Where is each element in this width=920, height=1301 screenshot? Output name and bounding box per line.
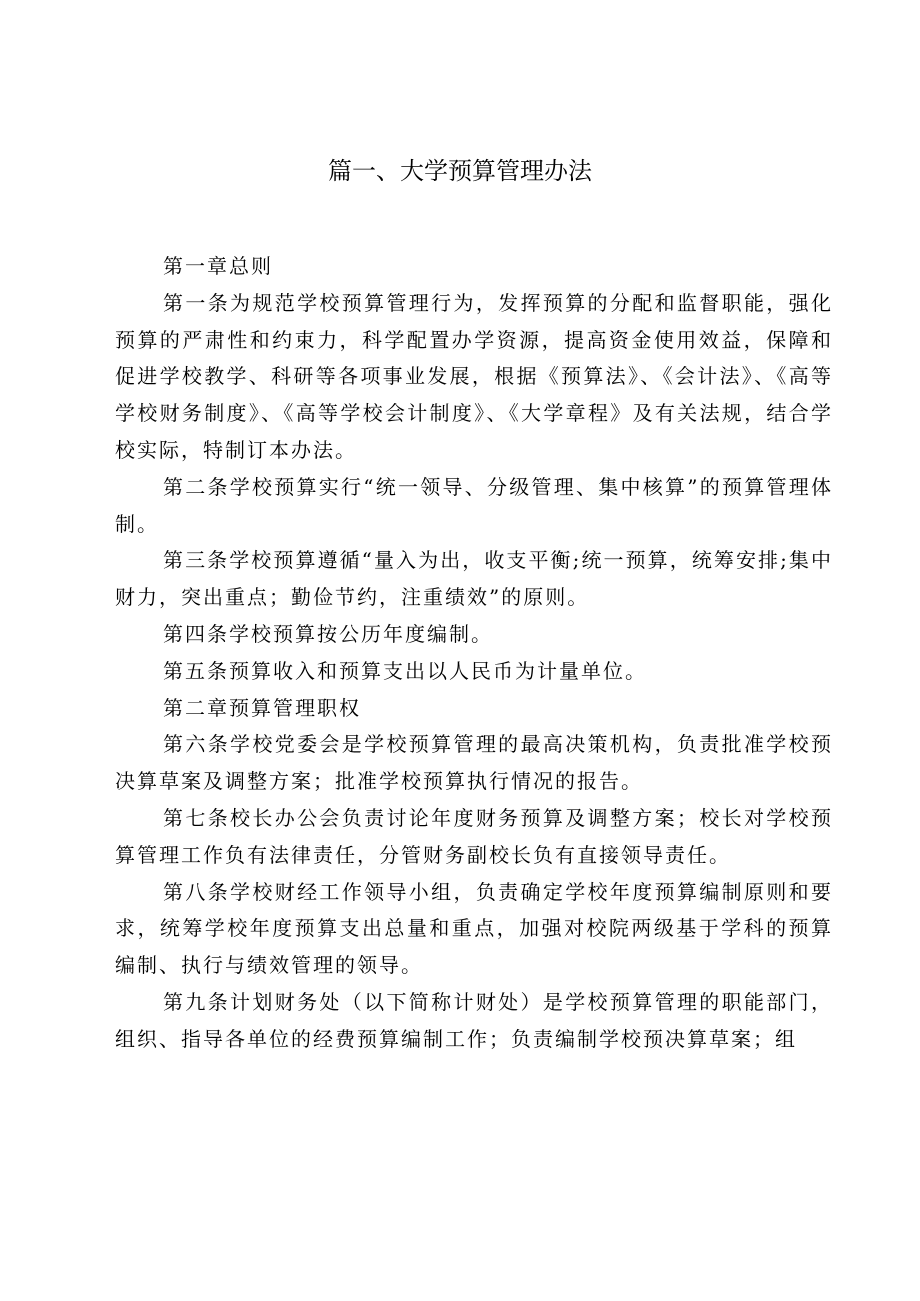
article-paragraph: 第四条学校预算按公历年度编制。 — [163, 621, 493, 646]
article-paragraph: 第七条校长办公会负责讨论年度财务预算及调整方案；校长对学校预算管理工作负有法律责任，分管财务副校长负有直接领导责任。 — [115, 805, 833, 867]
article-paragraph: 第九条计划财务处（以下简称计财处）是学校预算管理的职能部门，组织、指导各单位的经费预算编制工作；负责编制学校预决算草案；组 — [115, 989, 833, 1051]
article-paragraph: 第八条学校财经工作领导小组，负责确定学校年度预算编制原则和要求，统筹学校年度预算支出总量和重点，加强对校院两级基于学科的预算编制、执行与绩效管理的领导。 — [115, 879, 833, 978]
article-paragraph: 第一条为规范学校预算管理行为，发挥预算的分配和监督职能，强化预算的严肃性和约束力，科学配置办学资源，提高资金使用效益，保障和促进学校教学、科研等各项事业发展，根据《预算法》、《会计法》、《高等学校财务制度》、《高等学校会计制度》、《大学章程》及有关法规，结合学校实际，特制订本办法。 — [115, 290, 833, 462]
article-paragraph: 第二条学校预算实行“统一领导、分级管理、集中核算”的预算管理体制。 — [115, 474, 833, 536]
chapter-heading: 第一章总则 — [163, 254, 273, 278]
article-paragraph: 第五条预算收入和预算支出以人民币为计量单位。 — [163, 658, 647, 683]
document-title: 篇一、大学预算管理办法 — [328, 157, 592, 185]
chapter-heading: 第二章预算管理职权 — [163, 695, 361, 720]
article-paragraph: 第三条学校预算遵循“量入为出，收支平衡;统一预算，统筹安排;集中财力，突出重点；勤俭节约，注重绩效”的原则。 — [115, 548, 833, 610]
document-body — [115, 248, 833, 1058]
article-paragraph: 第六条学校党委会是学校预算管理的最高决策机构，负责批准学校预决算草案及调整方案；批准学校预算执行情况的报告。 — [115, 732, 833, 794]
